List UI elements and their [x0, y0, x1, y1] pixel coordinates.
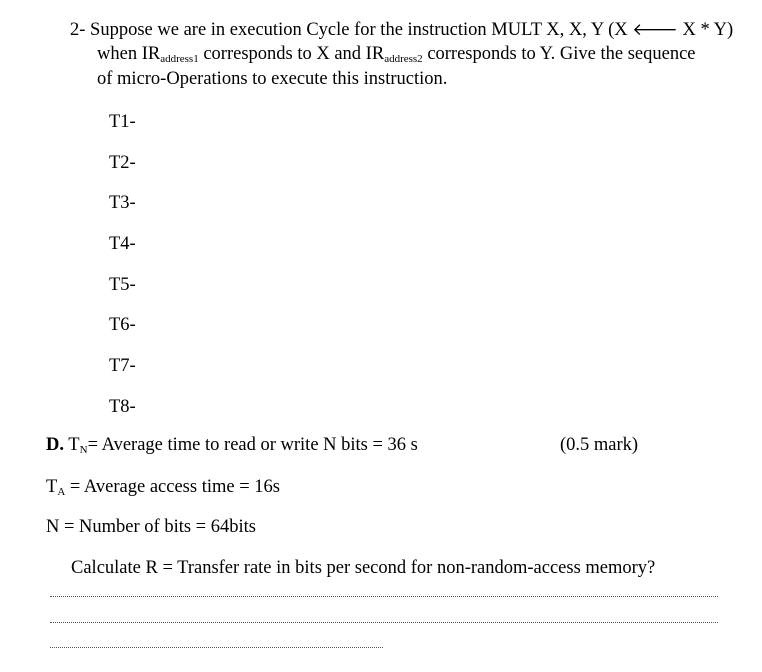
question-text-part: Suppose we are in execution Cycle for the instruction MULT X, X, Y (X — [90, 20, 628, 40]
subscript-address2: address2 — [384, 53, 423, 65]
question-2-line-2 — [97, 44, 696, 65]
question-2-line-1 — [70, 20, 733, 41]
n-definition: N = Number of bits = 64bits — [46, 517, 256, 537]
step-label: T1- — [109, 112, 136, 132]
question-text-part: corresponds to Y. Give the sequence — [427, 44, 696, 64]
question-2-line-3: of micro-Operations to execute this instruction. — [97, 69, 448, 89]
question-text-part: when IR — [97, 44, 161, 64]
question-text-part: X * Y) — [682, 20, 734, 40]
calculate-question: Calculate R = Transfer rate in bits per second for non-random-access memory? — [71, 558, 656, 578]
tn-definition: = Average time to read or write N bits = 36 s — [87, 435, 418, 455]
part-d-tn-line — [46, 435, 418, 456]
marks-label: (0.5 mark) — [560, 435, 639, 455]
ta-subscript: A — [57, 486, 66, 498]
answer-line[interactable] — [50, 647, 383, 648]
step-label: T4- — [109, 234, 136, 254]
answer-line[interactable] — [50, 622, 718, 623]
step-label: T6- — [109, 315, 136, 335]
answer-line[interactable] — [50, 596, 718, 597]
tn-subscript: N — [79, 444, 88, 456]
ta-definition: = Average access time = 16s — [69, 477, 280, 497]
step-label: T5- — [109, 275, 136, 295]
ta-line — [46, 477, 280, 498]
step-label: T7- — [109, 356, 136, 376]
step-label: T3- — [109, 193, 136, 213]
ta-symbol: T — [46, 477, 58, 497]
tn-symbol: T — [68, 435, 80, 455]
part-d-label: D. — [46, 435, 64, 455]
subscript-address1: address1 — [160, 53, 199, 65]
left-arrow-icon: 🡐 — [632, 20, 678, 40]
question-number: 2- — [70, 20, 86, 40]
step-label: T2- — [109, 153, 136, 173]
question-text-part: corresponds to X and IR — [203, 44, 385, 64]
step-label: T8- — [109, 397, 136, 417]
